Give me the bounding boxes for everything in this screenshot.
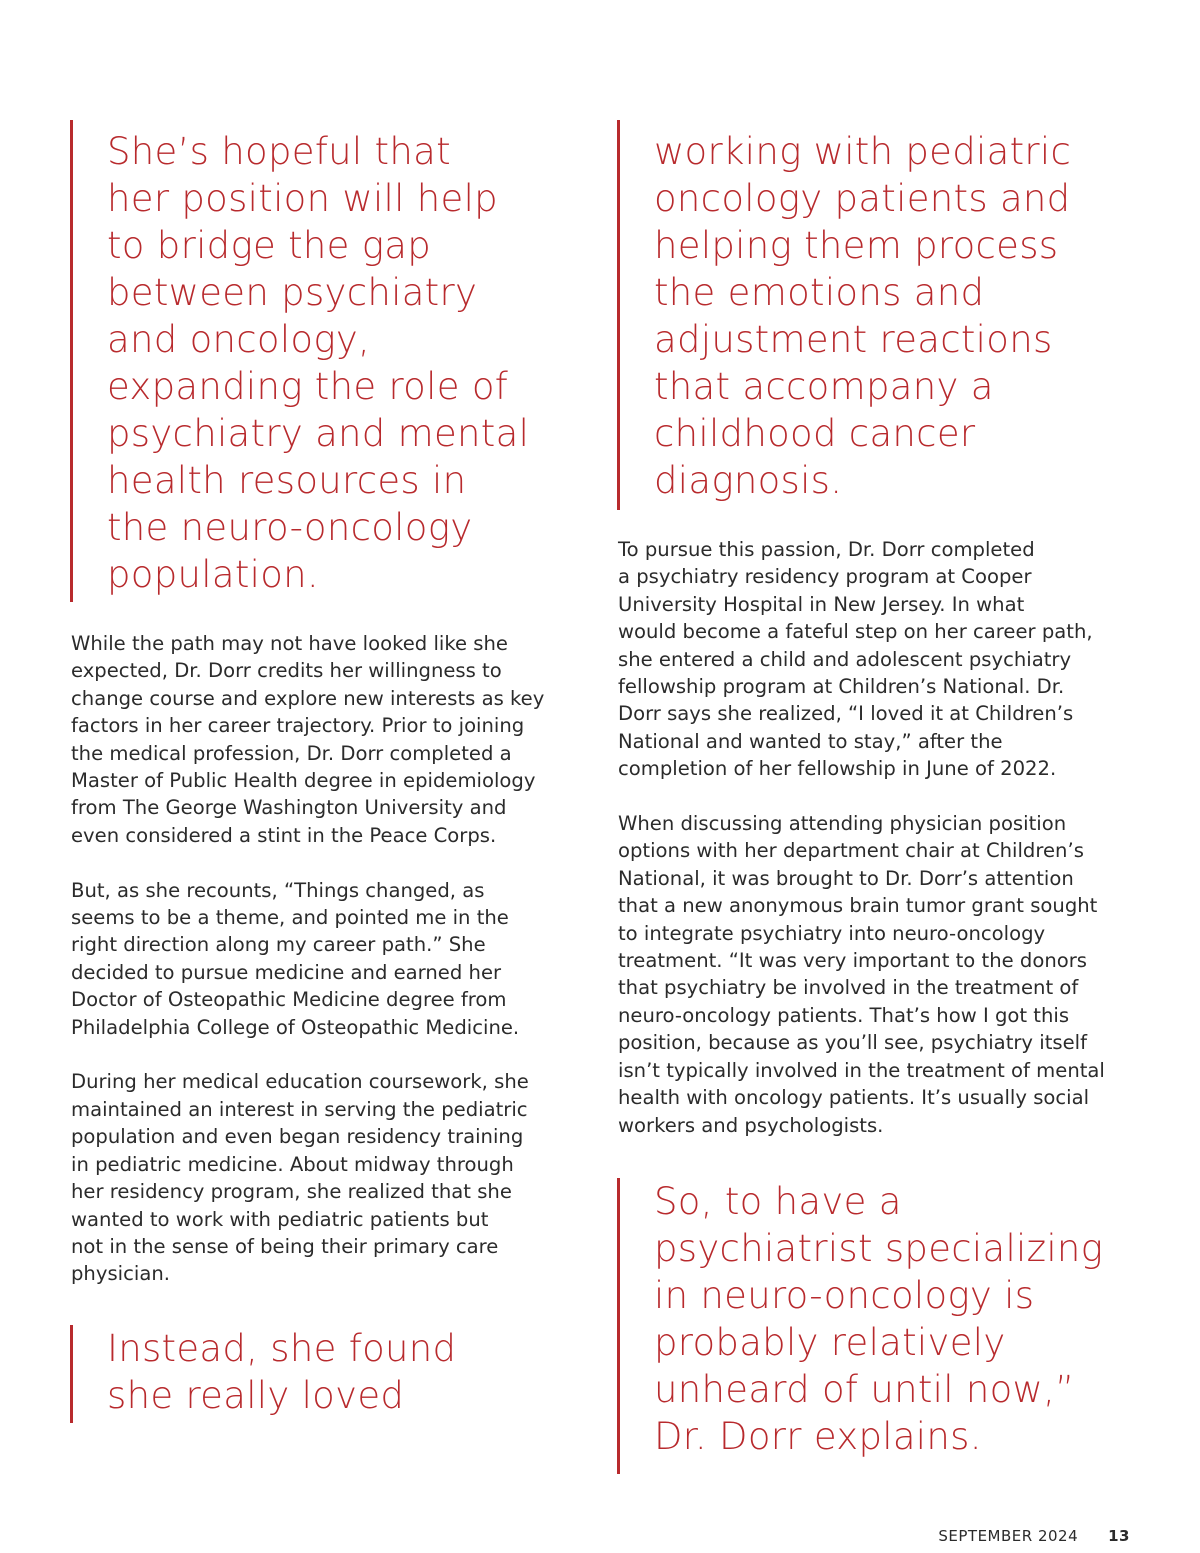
text-line: even considered a stint in the Peace Corps. [71, 823, 497, 847]
text-line: wanted to work with pediatric patients but [71, 1207, 489, 1231]
text-line: position, because as you’ll see, psychiatry itself [618, 1031, 1087, 1055]
text-line: physician. [71, 1262, 170, 1286]
text-line: options with her department chair at Children’s [618, 839, 1084, 863]
paragraph [618, 810, 1178, 1139]
text-line: University Hospital in New Jersey. In what [618, 592, 1025, 616]
quote-line: the emotions and [654, 271, 985, 314]
quote-line: expanding the role of [107, 365, 509, 408]
quote-line: unheard of until now,” [654, 1368, 1075, 1411]
quote-line: she really loved [107, 1374, 405, 1417]
text-line: National, it was brought to Dr. Dorr’s attention [618, 866, 1074, 890]
text-line: completion of her fellowship in June of 2022. [618, 757, 1057, 781]
page-footer [938, 1527, 1130, 1545]
text-line: population and even began residency training [71, 1125, 524, 1149]
quote-line: helping them process [654, 224, 1059, 267]
text-line: she entered a child and adolescent psychiatry [618, 647, 1072, 671]
quote-line: oncology patients and [654, 177, 1071, 220]
text-line: seems to be a theme, and pointed me in the [71, 906, 509, 930]
quote-line: diagnosis. [654, 459, 843, 502]
quote-line: psychiatrist specializing [654, 1227, 1104, 1270]
text-line: isn’t typically involved in the treatment of mental [618, 1058, 1105, 1082]
text-line: health with oncology patients. It’s usually social [618, 1086, 1090, 1110]
text-line: from The George Washington University and [71, 796, 507, 820]
text-line: her residency program, she realized that she [71, 1180, 512, 1204]
text-line: maintained an interest in serving the pediatric [71, 1097, 528, 1121]
text-line: While the path may not have looked like she [71, 632, 508, 655]
quote-line: her position will help [107, 177, 498, 220]
paragraph [71, 1068, 591, 1287]
text-line: National and wanted to stay,” after the [618, 729, 1003, 753]
text-line: fellowship program at Children’s National. Dr. [618, 675, 1065, 699]
text-line: in pediatric medicine. About midway through [71, 1152, 514, 1176]
text-line: expected, Dr. Dorr credits her willingness to [71, 659, 502, 683]
pull-quote-2 [70, 1325, 590, 1423]
text-line: the medical profession, Dr. Dorr completed a [71, 741, 512, 765]
left-column-body [71, 630, 591, 1315]
text-line: not in the sense of being their primary care [71, 1234, 499, 1258]
text-line: When discussing attending physician position [618, 812, 1067, 836]
text-line: During her medical education coursework, she [71, 1070, 529, 1094]
quote-line: that accompany a [654, 365, 994, 408]
quote-line: So, to have a [654, 1180, 902, 1223]
text-line: factors in her career trajectory. Prior to joining [71, 714, 525, 738]
quote-line: Instead, she found [107, 1327, 457, 1370]
quote-line: adjustment reactions [654, 318, 1053, 361]
text-line: that a new anonymous brain tumor grant sought [618, 894, 1098, 918]
quote-line: the neuro-oncology [107, 506, 473, 549]
text-line: decided to pursue medicine and earned her [71, 960, 502, 984]
text-line: change course and explore new interests as key [71, 686, 545, 710]
issue-date: SEPTEMBER 2024 [938, 1527, 1079, 1545]
quote-line: Dr. Dorr explains. [654, 1415, 982, 1458]
pull-quote-4 [617, 1178, 1157, 1474]
text-line: workers and psychologists. [618, 1113, 884, 1137]
right-column-body [618, 536, 1178, 1166]
page-number: 13 [1108, 1527, 1130, 1545]
paragraph [71, 877, 591, 1041]
pull-quote-1 [70, 120, 590, 602]
quote-line: She’s hopeful that [107, 130, 451, 173]
paragraph [71, 630, 591, 849]
quote-line: between psychiatry [107, 271, 478, 314]
quote-line: working with pediatric [654, 130, 1072, 173]
text-line: treatment. “It was very important to the donors [618, 949, 1087, 973]
text-line: that psychiatry be involved in the treatment of [618, 976, 1079, 1000]
quote-line: childhood cancer [654, 412, 976, 455]
text-line: To pursue this passion, Dr. Dorr completed [618, 538, 1035, 561]
text-line: Philadelphia College of Osteopathic Medicine. [71, 1015, 520, 1039]
quote-line: health resources in [107, 459, 467, 502]
text-line: to integrate psychiatry into neuro-oncology [618, 921, 1046, 945]
text-line: a psychiatry residency program at Cooper [618, 565, 1032, 589]
quote-line: and oncology, [107, 318, 371, 361]
quote-line: psychiatry and mental [107, 412, 530, 455]
pull-quote-3 [617, 120, 1157, 510]
text-line: Doctor of Osteopathic Medicine degree from [71, 988, 507, 1012]
quote-line: in neuro-oncology is [654, 1274, 1035, 1317]
text-line: Master of Public Health degree in epidemiology [71, 769, 536, 793]
quote-line: probably relatively [654, 1321, 1006, 1364]
paragraph [618, 536, 1178, 783]
text-line: Dorr says she realized, “I loved it at Children’s [618, 702, 1074, 726]
text-line: neuro-oncology patients. That’s how I got this [618, 1003, 1070, 1027]
text-line: But, as she recounts, “Things changed, as [71, 878, 485, 902]
quote-line: to bridge the gap [107, 224, 432, 267]
text-line: would become a fateful step on her career path, [618, 620, 1093, 644]
text-line: right direction along my career path.” She [71, 933, 486, 957]
quote-line: population. [107, 553, 319, 596]
